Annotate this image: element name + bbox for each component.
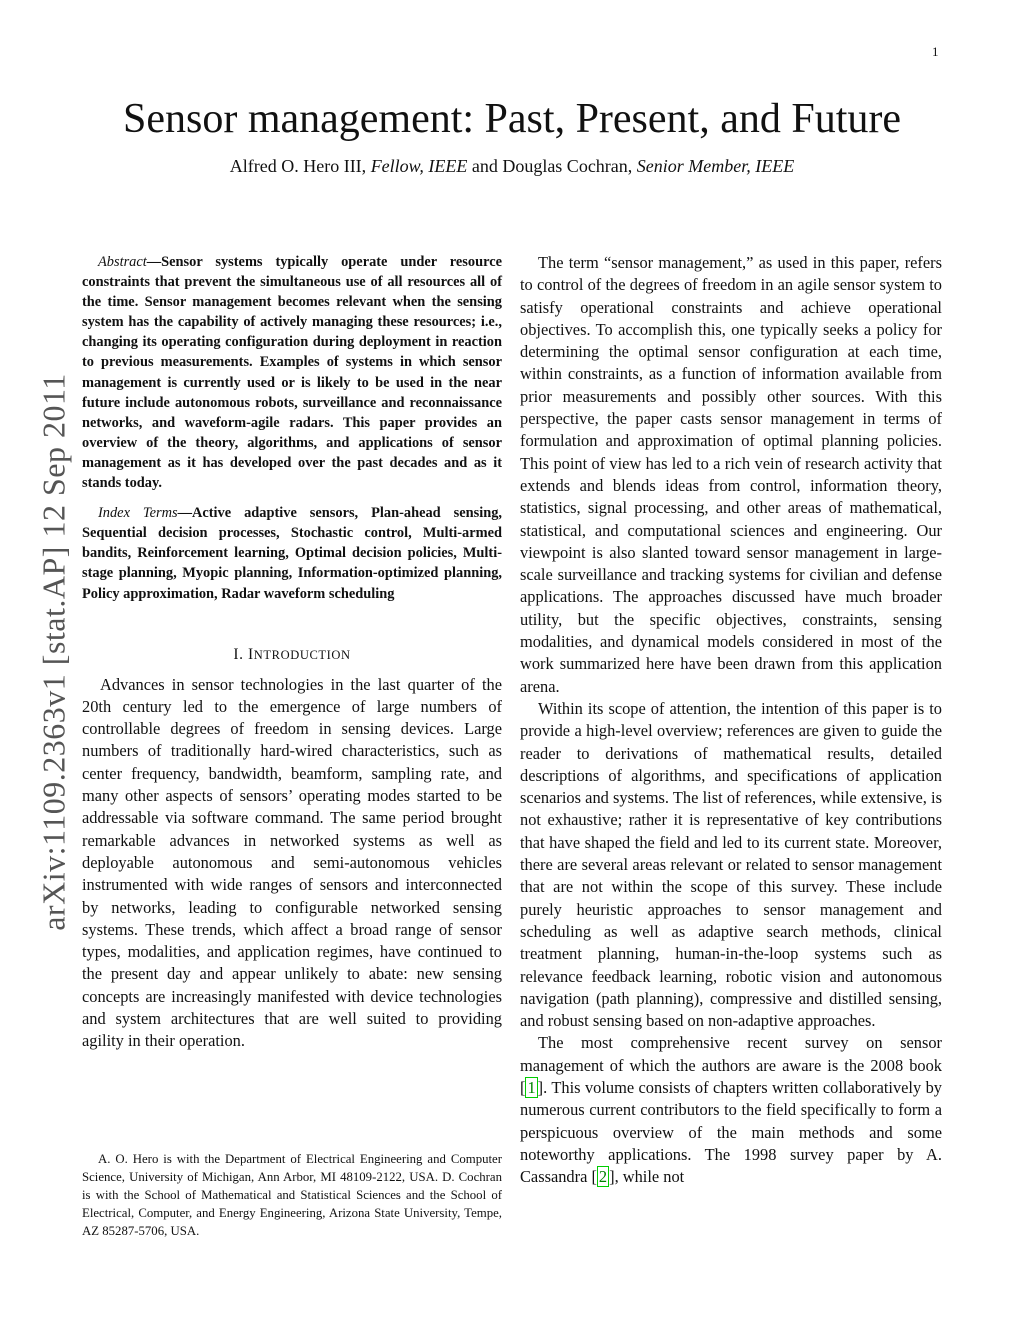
abstract	[82, 252, 502, 493]
author-2-name: and Douglas Cochran,	[471, 156, 633, 176]
para4-text-3: ], while not	[609, 1167, 685, 1187]
para4-text-1: The most comprehensive recent survey on sensor management of which the authors are aware is the 2008 book [	[520, 1033, 942, 1097]
author-1-name: Alfred O. Hero III,	[229, 156, 367, 176]
author-1-role: Fellow, IEEE	[370, 156, 468, 176]
page-number: 1	[932, 44, 939, 59]
arxiv-identifier: arXiv:1109.2363v1 [stat.AP] 12 Sep 2011	[35, 373, 72, 931]
intro-paragraph-4	[520, 1032, 942, 1188]
intro-paragraph-1: Advances in sensor technologies in the last quarter of the 20th century led to the emergence of large numbers of controllable degrees of freedom in sensing devices. Large numbers of traditionally hard-wired characteristics, such as center frequency, bandwidth, beamform, sampling rate, and many other aspects of sensors’ operating modes started to be addressable via software command. The same period brought remarkable advances in networked systems as well as deployable autonomous and semi-autonomous vehicles instrumented with wide ranges of sensors and interconnected by networks, leading to configurable networked sensing systems. These trends, which affect a broad range of sensor types, modalities, and application regimes, have continued to the present day and appear unlikely to abate: new sensing concepts are increasingly manifested with device technologies and system architectures that are well suited to providing agility in their operation.	[82, 674, 502, 1051]
right-column	[520, 252, 942, 1188]
paper-title: Sensor management: Past, Present, and Future	[122, 96, 902, 142]
abstract-label: Abstract	[98, 254, 147, 270]
left-column	[82, 252, 502, 1053]
index-terms	[82, 503, 502, 603]
section-title-smallcaps: NTRODUCTION	[253, 647, 351, 662]
author-2-role: Senior Member, IEEE	[636, 156, 795, 176]
section-numeral: I. I	[233, 645, 254, 663]
intro-paragraph-2: The term “sensor management,” as used in this paper, refers to control of the degrees of freedom in an agile sensor system to satisfy operational constraints and achieve operational objectives. To accomplish this, one typically seeks a policy for determining the optimal sensor configuration at each time, within constraints, as a function of information available from prior measurements and possibly other sources. With this perspective, the paper casts sensor management in terms of formulation and approximation of optimal planning policies. This point of view has led to a rich vein of research activity that extends and blends ideas from control, information theory, statistics, signal processing, and other areas of mathematical, statistical, and computational sciences and engineering. Our viewpoint is also slanted toward sensor management in large-scale surveillance and tracking systems for civilian and defense applications. The approaches discussed have much broader utility, but the specific objectives, constraints, sensing modalities, and dynamical models considered in most of the work summarized here have been drawn from this application arena.	[520, 253, 942, 696]
section-heading-introduction	[82, 646, 502, 664]
citation-link-1[interactable]: 1	[527, 1077, 536, 1097]
author-line	[0, 156, 1024, 177]
para4-text-2: ]. This volume consists of chapters written collaboratively by numerous current contributors to the field specifically to form a perspicuous overview of the main methods and some noteworthy applications. The 1998 survey paper by A. Cassandra [	[520, 1077, 942, 1187]
index-terms-text: —Active adaptive sensors, Plan-ahead sensing, Sequential decision processes, Stochastic control, Multi-armed bandits, Reinforcement learning, Optimal decision policies, Multi-stage planning, Myopic planning, Information-optimized planning, Policy approximation, Radar waveform scheduling	[82, 505, 503, 602]
citation-link-2[interactable]: 2	[598, 1167, 608, 1187]
author-affiliation-footnote: A. O. Hero is with the Department of Electrical Engineering and Computer Science, University of Michigan, Ann Arbor, MI 48109-2122, USA. D. Cochran is with the School of Mathematical and Statistical Sciences and the School of Electrical, Computer, and Energy Engineering, Arizona State University, Tempe, AZ 85287-5706, USA.	[82, 1152, 502, 1238]
abstract-text: —Sensor systems typically operate under resource constraints that prevent the simultaneous use of all resources all of the time. Sensor management becomes relevant when the sensing system has the capability of actively managing these resources; i.e., changing its operating configuration during deployment in reaction to previous measurements. Examples of systems in which sensor management is currently used or is likely to be used in the near future include autonomous robots, surveillance and reconnaissance networks, and waveform-agile radars. This paper provides an overview of the theory, algorithms, and applications of sensor management as it has developed over the past decades and as it stands today.	[82, 254, 502, 492]
intro-paragraph-3: Within its scope of attention, the intention of this paper is to provide a high-level overview; references are given to guide the reader to derivations of mathematical results, detailed descriptions of algorithms, and specifications of application scenarios and systems. The list of references, while extensive, is not exhaustive; rather it is representative of key contributions that have shaped the field and led to its current state. Moreover, there are several areas relevant or related to sensor management that are not within the scope of this survey. These include purely heuristic approaches to sensor management and scheduling as well as adaptive search methods, clinical treatment planning, human-in-the-loop systems such as relevance feedback learning, robotic vision and autonomous navigation (path planning), compressive and distilled sensing, and robust sensing based on non-adaptive approaches.	[520, 698, 942, 1031]
index-terms-label: Index Terms	[98, 505, 178, 522]
